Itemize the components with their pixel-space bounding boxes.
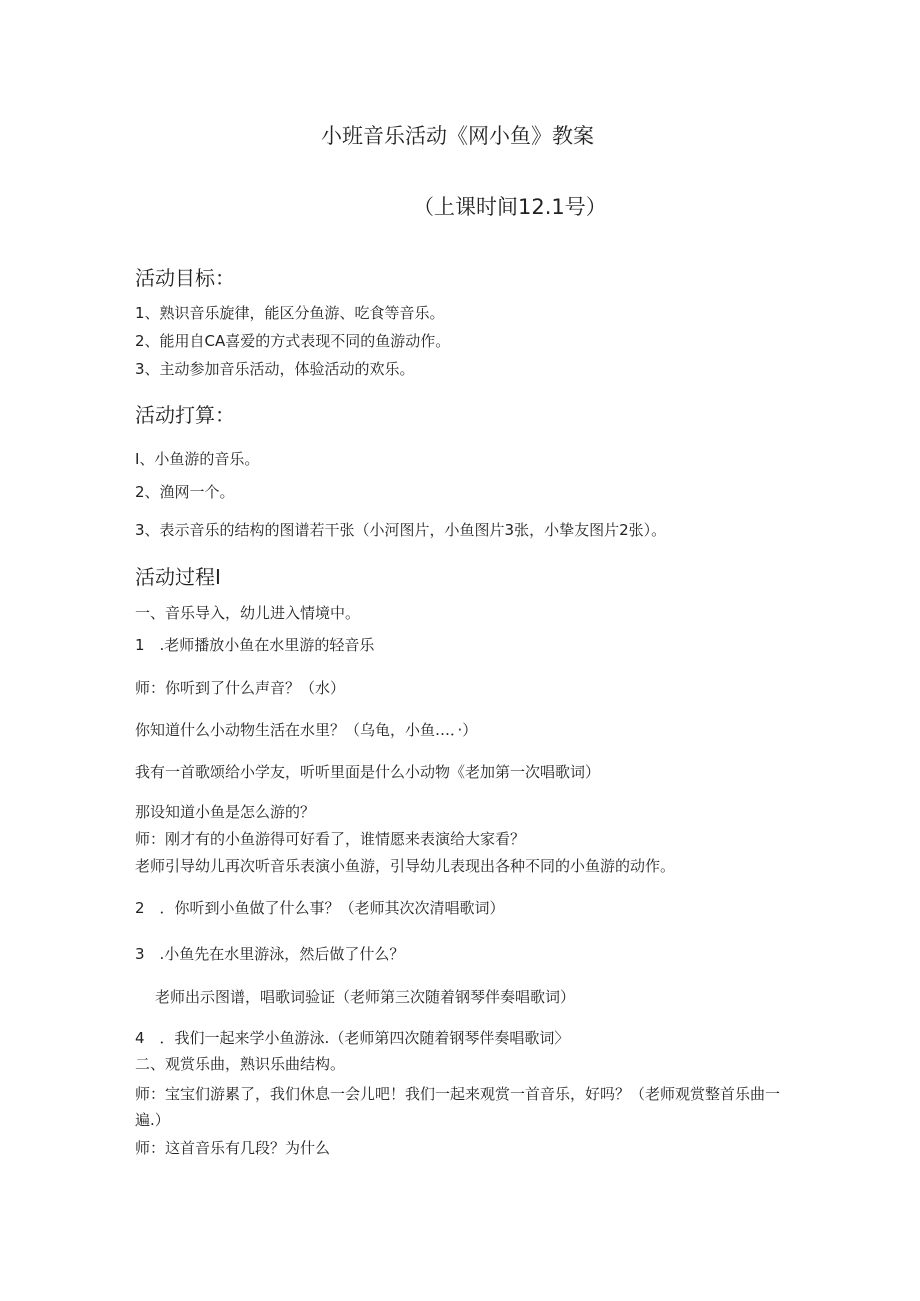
process-line-15: 师：这首音乐有几段？为什么 [135, 1139, 331, 1157]
process-line-9: 2 ．你听到小鱼做了什么事？（老师其次次清唱歌词） [135, 899, 505, 917]
process-line-6: 那设知道小鱼是怎么游的？ [135, 803, 316, 821]
prep-line-1: I、小鱼游的音乐。 [135, 450, 260, 468]
process-line-7: 师：刚才有的小鱼游得可好看了，谁情愿来表演给大家看？ [135, 830, 526, 848]
goal-line-2: 2、能用自CA喜爱的方式表现不同的鱼游动作。 [135, 332, 451, 350]
process-line-1: 一、音乐导入，幼儿进入情境中。 [135, 604, 361, 622]
process-line-14: 师：宝宝们游累了，我们休息一会儿吧！我们一起来观赏一首音乐，好吗？（老师观赏整首乐曲一遍.） [135, 1085, 781, 1129]
process-line-2: 1 .老师播放小鱼在水里游的轻音乐 [135, 636, 375, 654]
section-heading-preparation: 活动打算： [135, 403, 235, 427]
process-line-10: 3 .小鱼先在水里游泳，然后做了什么？ [135, 945, 405, 963]
goal-line-3: 3、主动参加音乐活动，体验活动的欢乐。 [135, 360, 415, 378]
document-subtitle: （上课时间12.1号） [413, 195, 607, 219]
prep-line-2: 2、渔网一个。 [135, 483, 235, 501]
goal-line-1: 1、熟识音乐旋律，能区分鱼游、吃食等音乐。 [135, 304, 445, 322]
process-line-8: 老师引导幼儿再次听音乐表演小鱼游，引导幼儿表现出各种不同的小鱼游的动作。 [135, 857, 676, 875]
process-line-12: 4 ．我们一起来学小鱼游泳.（老师第四次随着钢琴伴奏唱歌词〉 [135, 1029, 570, 1047]
section-heading-process: 活动过程I [135, 565, 221, 589]
process-line-3: 师：你听到了什么声音？（水） [135, 679, 346, 697]
process-line-13: 二、观赏乐曲，熟识乐曲结构。 [135, 1055, 346, 1073]
process-line-5: 我有一首歌颂给小学友，听听里面是什么小动物《老加第一次唱歌词） [135, 763, 601, 781]
process-line-11: 老师出示图谱，唱歌词验证（老师第三次随着钢琴伴奏唱歌词） [155, 988, 576, 1006]
document-title: 小班音乐活动《网小鱼》教案 [321, 124, 594, 148]
prep-line-3: 3、表示音乐的结构的图谱若干张（小河图片，小鱼图片3张，小挚友图片2张）。 [135, 521, 667, 539]
process-line-4: 你知道什么小动物生活在水里？（乌龟，小鱼…．·） [135, 721, 478, 739]
section-heading-goals: 活动目标： [135, 266, 235, 290]
